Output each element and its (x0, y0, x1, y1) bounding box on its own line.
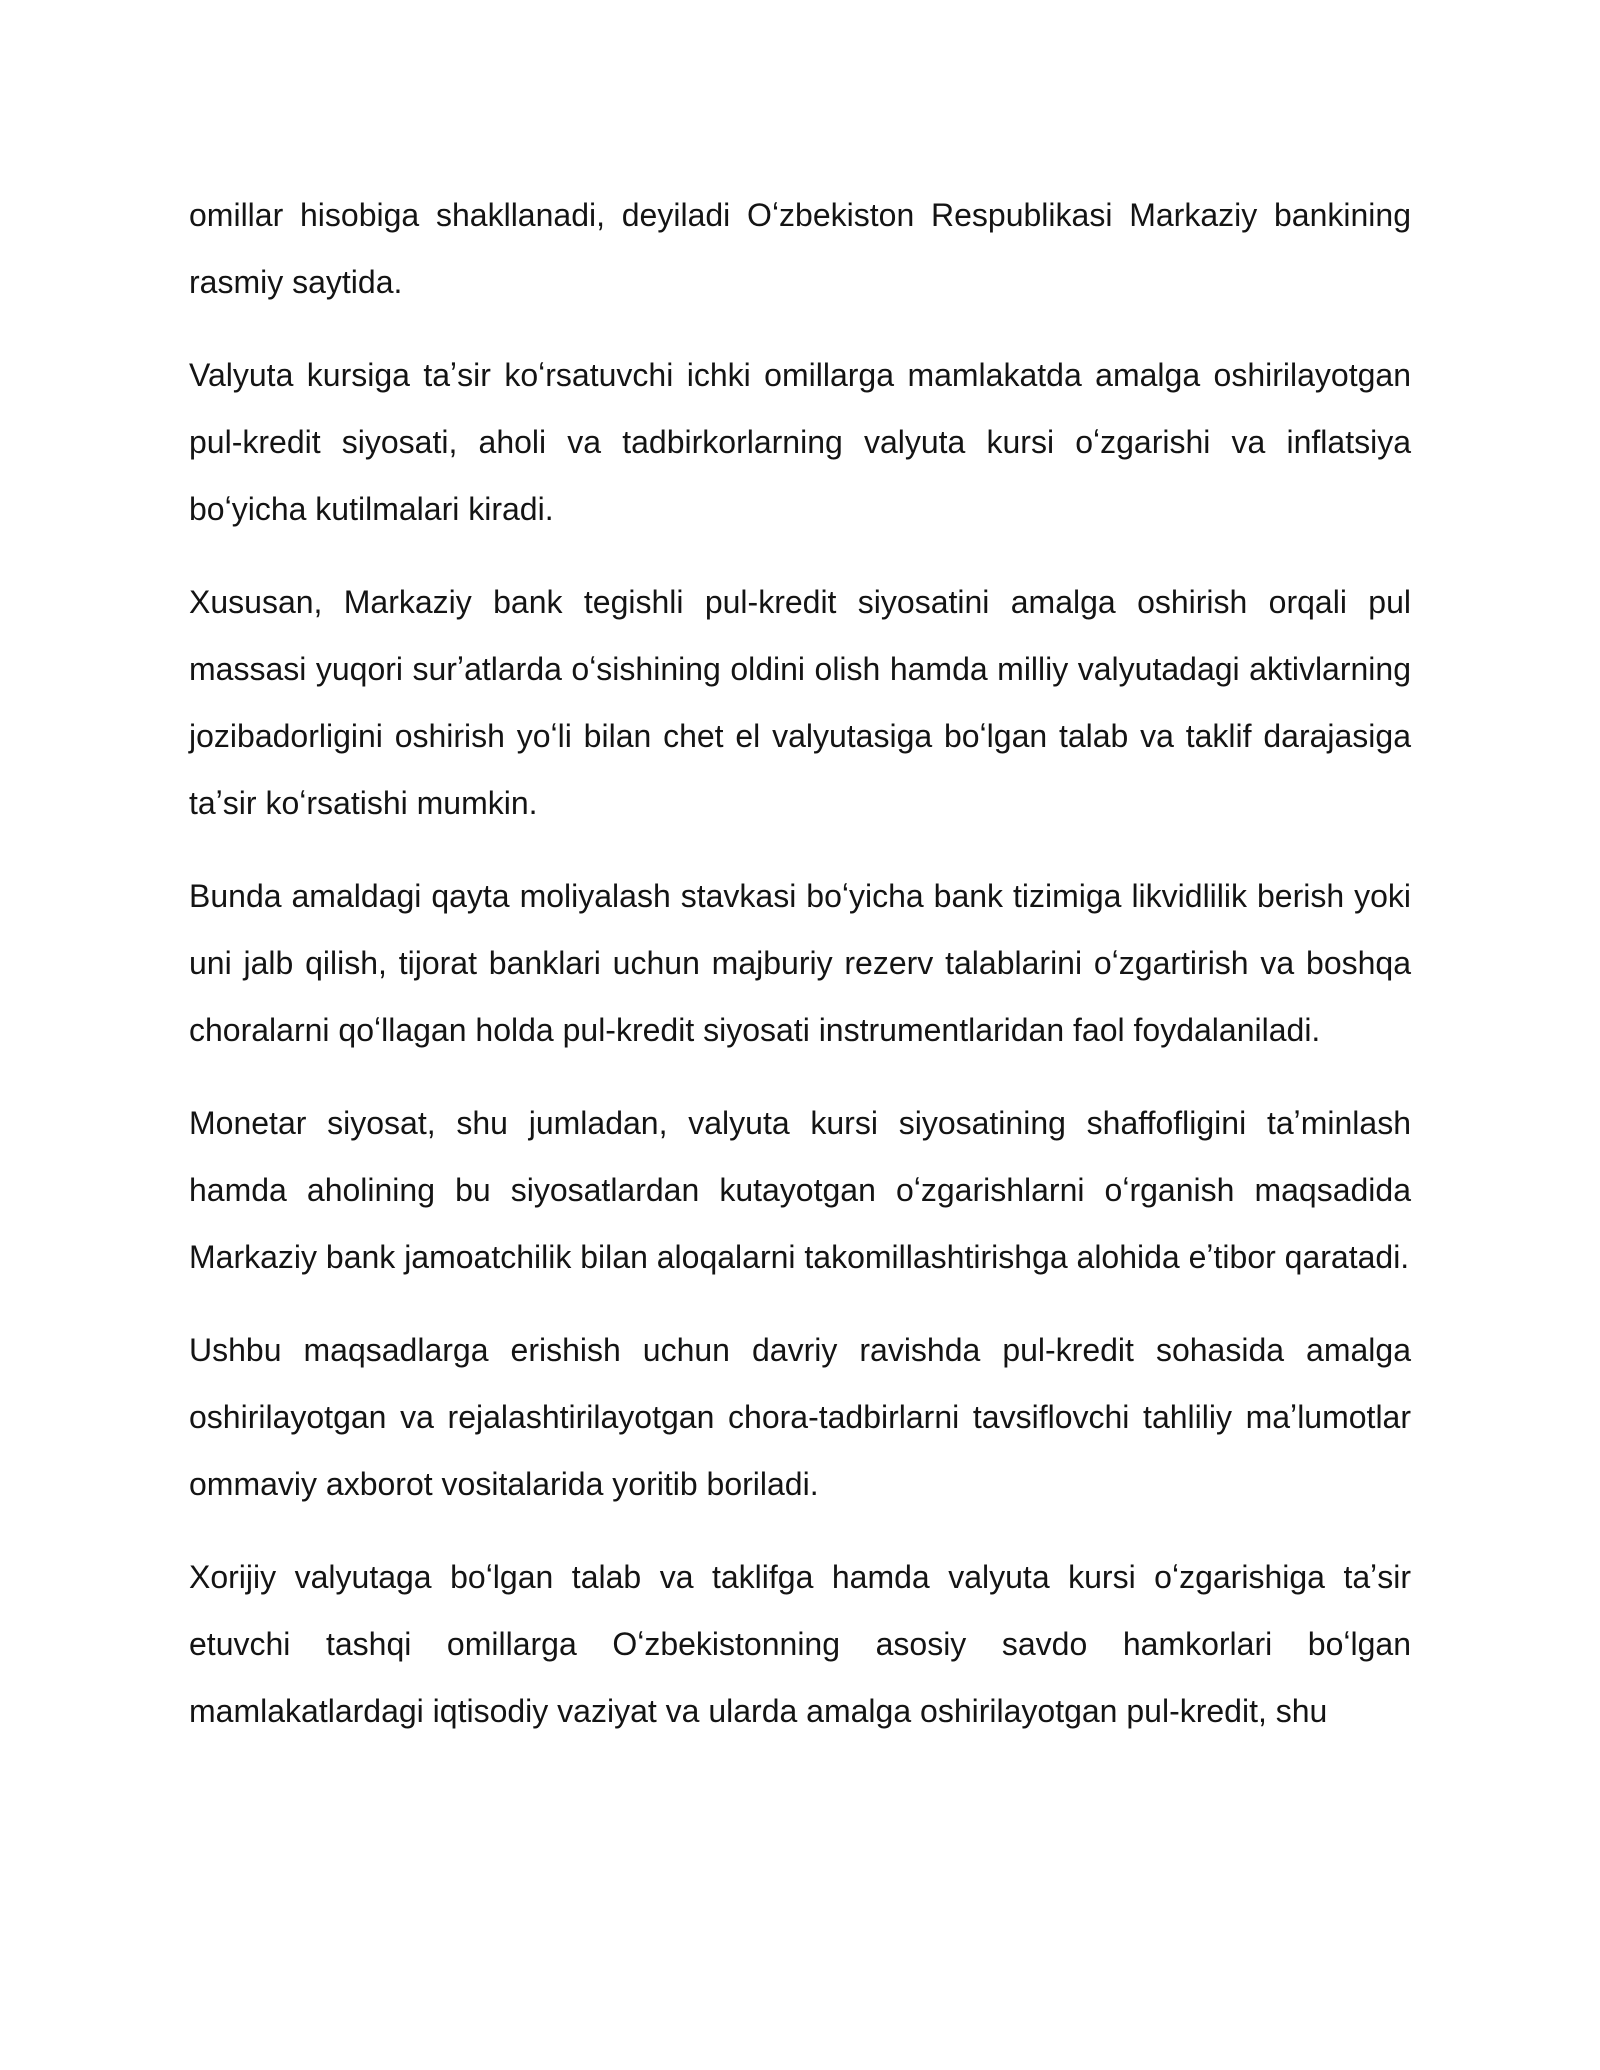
paragraph: Xorijiy valyutaga boʻlgan talab va taklifga hamda valyuta kursi oʻzgarishiga taʼsir etuvchi tashqi omillarga Oʻzbekistonning asosiy savdo hamkorlari boʻlgan mamlakatlardagi iqtisodiy vaziyat va ularda amalga oshirilayotgan pul-kredit, shu (189, 1559, 1411, 1729)
paragraph: Ushbu maqsadlarga erishish uchun davriy ravishda pul-kredit sohasida amalga oshirilayotgan va rejalashtirilayotgan chora-tadbirlarni tavsiflovchi tahliliy maʼlumotlar ommaviy axborot vositalarida yoritib boriladi. (189, 1332, 1411, 1502)
paragraph: Xususan, Markaziy bank tegishli pul-kredit siyosatini amalga oshirish orqali pul massasi yuqori surʼatlarda oʻsishining oldini olish hamda milliy valyutadagi aktivlarning jozibadorligini oshirish yoʻli bilan chet el valyutasiga boʻlgan talab va taklif darajasiga taʼsir koʻrsatishi mumkin. (189, 584, 1411, 821)
paragraph: Bunda amaldagi qayta moliyalash stavkasi boʻyicha bank tizimiga likvidlilik berish yoki uni jalb qilish, tijorat banklari uchun majburiy rezerv talablarini oʻzgartirish va boshqa choralarni qoʻllagan holda pul-kredit siyosati instrumentlaridan faol foydalaniladi. (189, 878, 1411, 1048)
paragraph: Valyuta kursiga taʼsir koʻrsatuvchi ichki omillarga mamlakatda amalga oshirilayotgan pul-kredit siyosati, aholi va tadbirkorlarning valyuta kursi oʻzgarishi va inflatsiya boʻyicha kutilmalari kiradi. (189, 357, 1411, 527)
document-body (189, 182, 1411, 1771)
paragraph: Monetar siyosat, shu jumladan, valyuta kursi siyosatining shaffofligini taʼminlash hamda aholining bu siyosatlardan kutayotgan oʻzgarishlarni oʻrganish maqsadida Markaziy bank jamoatchilik bilan aloqalarni takomillashtirishga alohida eʼtibor qaratadi. (189, 1105, 1411, 1275)
paragraph: omillar hisobiga shakllanadi, deyiladi Oʻzbekiston Respublikasi Markaziy bankining rasmiy saytida. (189, 197, 1411, 300)
